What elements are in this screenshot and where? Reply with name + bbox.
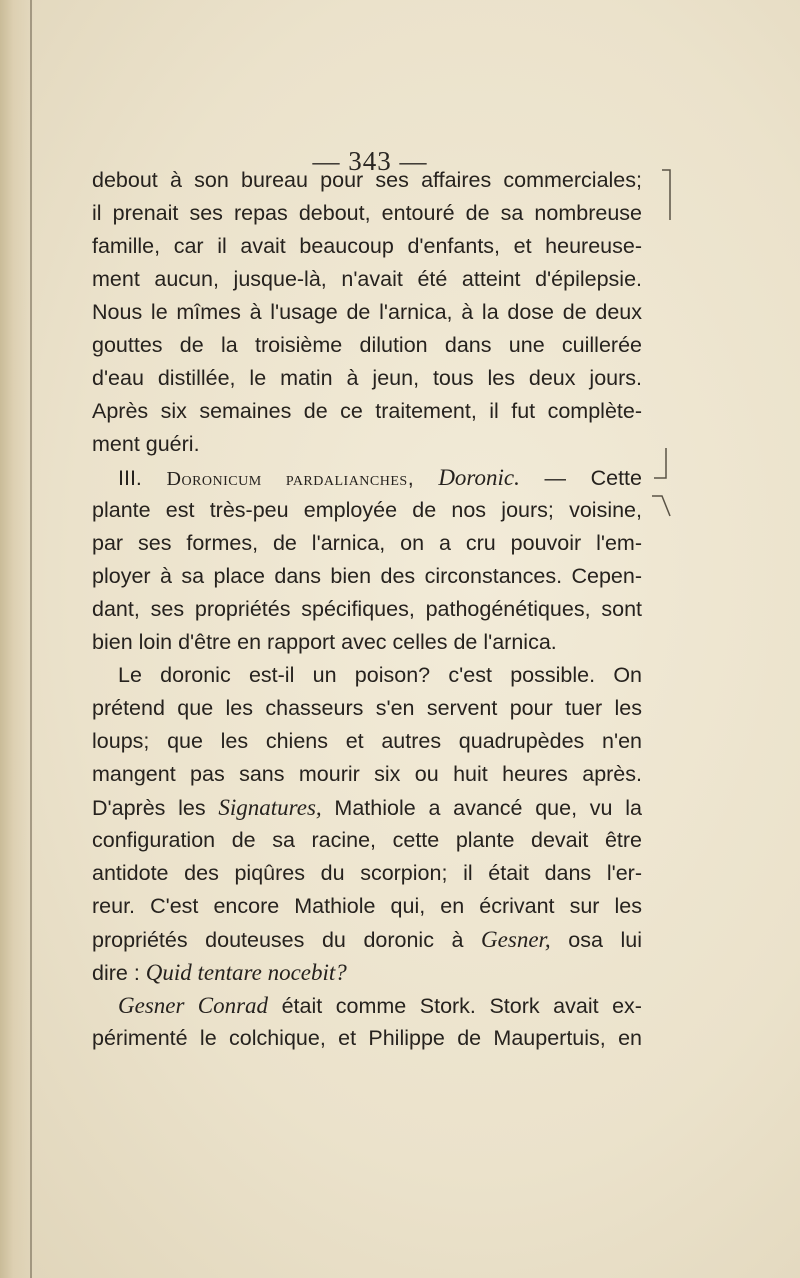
binding-edge-line: [30, 0, 32, 1278]
text-segment: dire :: [92, 961, 146, 985]
text-line: [92, 791, 642, 824]
text-line: ment guéri.: [92, 432, 200, 456]
text-line: ployer à sa place dans bien des circonstances. Cepen-: [92, 564, 642, 588]
section-comma: ,: [407, 466, 414, 490]
text-segment: osa lui: [550, 928, 642, 952]
text-line: antidote des piqûres du scorpion; il était dans l'er-: [92, 861, 642, 885]
text-line: [92, 989, 642, 1022]
text-line: reur. C'est encore Mathiole qui, en écrivant sur les: [92, 894, 642, 918]
text-line: il prenait ses repas debout, entouré de sa nombreuse: [92, 201, 642, 225]
section-common-name: Doronic.: [438, 465, 520, 490]
text-line: famille, car il avait beaucoup d'enfants, et heureuse-: [92, 234, 642, 258]
text-line: plante est très-peu employée de nos jours; voisine,: [92, 498, 642, 522]
text-line: dant, ses propriétés spécifiques, pathogénétiques, sont: [92, 597, 642, 621]
text-line: prétend que les chasseurs s'en servent pour tuer les: [92, 696, 642, 720]
text-line: loups; que les chiens et autres quadrupèdes n'en: [92, 729, 642, 753]
text-line: configuration de sa racine, cette plante devait être: [92, 828, 642, 852]
text-line: gouttes de la troisième dilution dans une cuillerée: [92, 333, 642, 357]
section-numeral: III.: [118, 466, 142, 490]
section-heading-line: [92, 461, 642, 494]
text-line: Après six semaines de ce traitement, il fut complète-: [92, 399, 642, 423]
text-line: Le doronic est-il un poison? c'est possible. On: [118, 663, 642, 687]
italic-name: Gesner Conrad: [118, 993, 269, 1018]
margin-bracket-mark: [662, 170, 670, 220]
italic-quote: Quid tentare nocebit?: [145, 960, 347, 985]
text-line: par ses formes, de l'arnica, on a cru pouvoir l'em-: [92, 531, 642, 555]
text-line: mangent pas sans mourir six ou huit heures après.: [92, 762, 642, 786]
text-segment: Mathiole a avancé que, vu la: [321, 796, 642, 820]
text-line: ment aucun, jusque-là, n'avait été atteint d'épilepsie.: [92, 267, 642, 291]
text-segment: propriétés douteuses du doronic à: [92, 928, 482, 952]
text-segment: était comme Stork. Stork avait ex-: [268, 994, 642, 1018]
italic-term: Gesner,: [481, 927, 551, 952]
text-line: [92, 923, 642, 956]
text-segment: D'après les: [92, 796, 219, 820]
section-heading-rest: — Cette: [544, 466, 642, 490]
margin-bracket-mark: [652, 496, 670, 516]
text-line: périmenté le colchique, et Philippe de Maupertuis, en: [92, 1026, 642, 1050]
text-line: [92, 956, 642, 989]
page-number: — 343 —: [312, 146, 428, 176]
margin-marks: [640, 160, 680, 540]
section-latin-name: Doronicum pardalianches: [166, 468, 408, 490]
text-line: bien loin d'être en rapport avec celles de l'arnica.: [92, 630, 557, 654]
italic-term: Signatures,: [218, 795, 322, 820]
binding-shadow: [0, 0, 34, 1278]
margin-bracket-mark: [654, 448, 666, 478]
text-line: debout à son bureau pour ses affaires commerciales;: [92, 168, 642, 192]
text-line: d'eau distillée, le matin à jeun, tous les deux jours.: [92, 366, 642, 390]
body-text: [92, 164, 642, 1055]
text-line: Nous le mîmes à l'usage de l'arnica, à la dose de deux: [92, 300, 642, 324]
